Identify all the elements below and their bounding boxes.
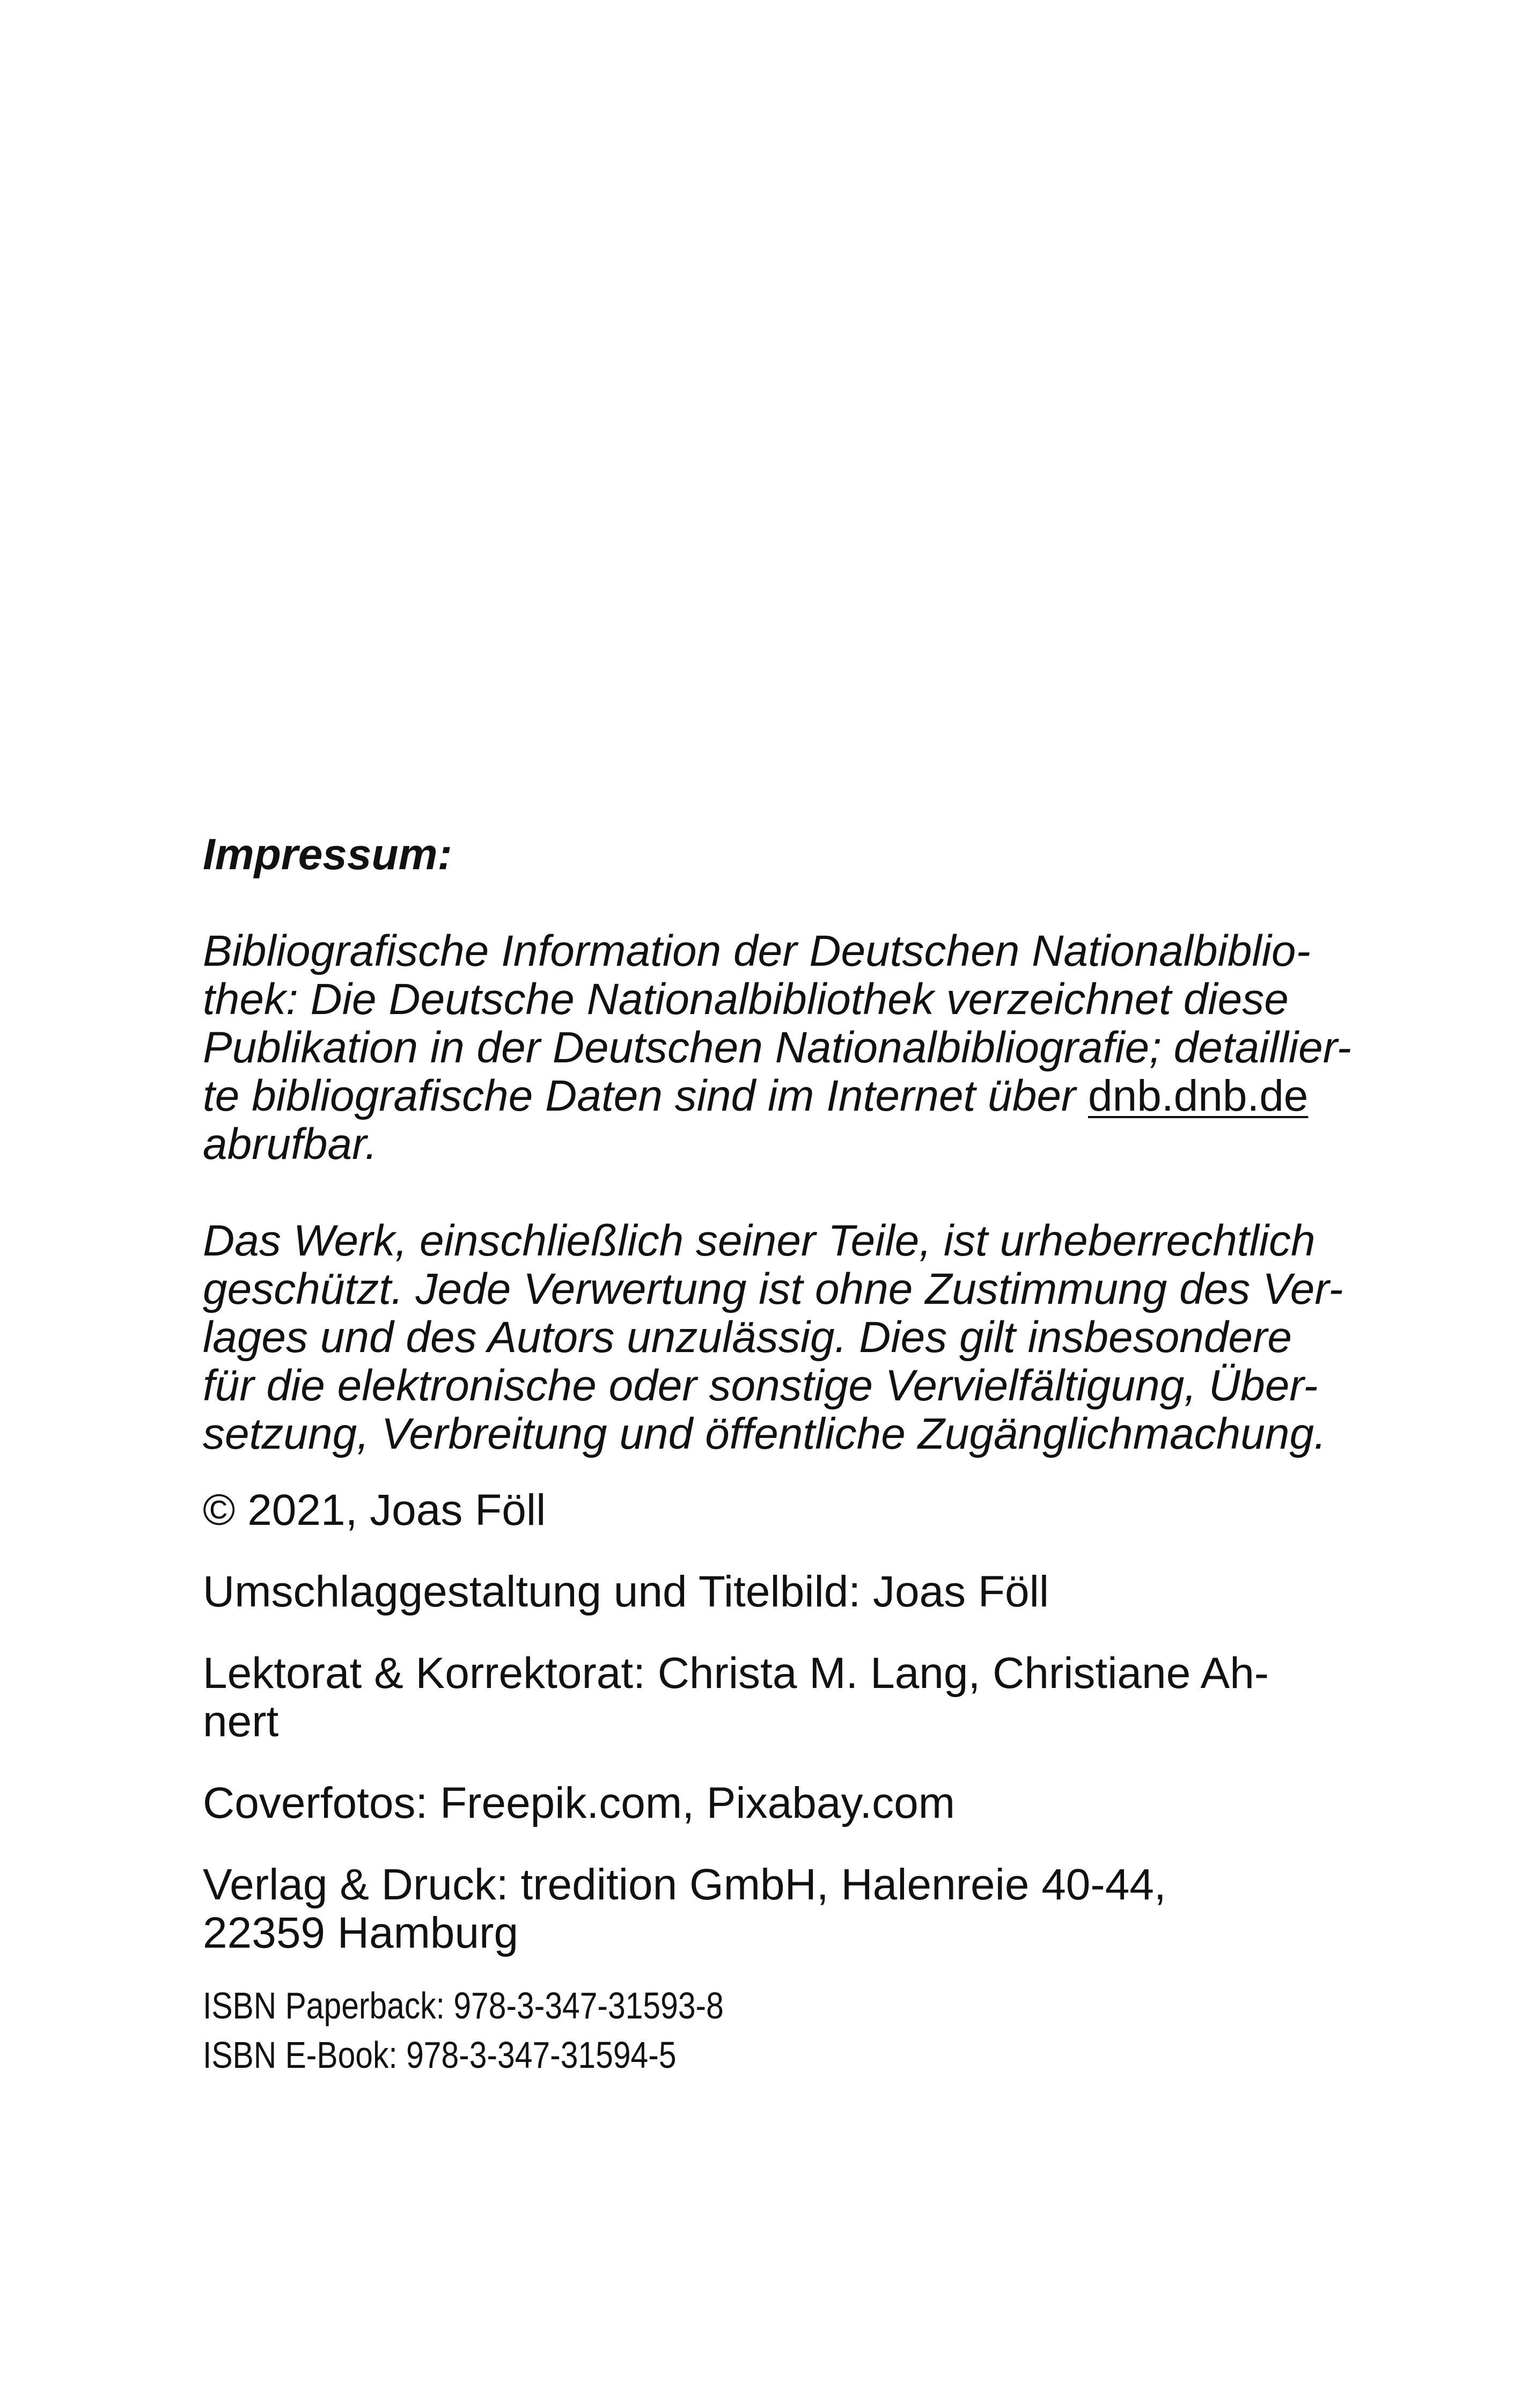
impressum-page xyxy=(203,830,1351,2080)
copyright-notice-paragraph xyxy=(203,1216,1343,1458)
editing-credit-line-2: nert xyxy=(203,1697,279,1746)
cover-photos-credit: Coverfotos: Freepik.com, Pixabay.com xyxy=(203,1779,956,1827)
rights-line-4: für die elektronische oder sonstige Vervielfältigung, Über- xyxy=(203,1361,1318,1410)
isbn-ebook: ISBN E-Book: 978-3-347-31594-5 xyxy=(203,2034,677,2076)
editing-credit-line-1: Lektorat & Korrektorat: Christa M. Lang, Christiane Ah- xyxy=(203,1649,1269,1698)
cover-design-credit: Umschlaggestaltung und Titelbild: Joas Föll xyxy=(203,1567,1049,1616)
copyright-line: © 2021, Joas Föll xyxy=(203,1486,546,1535)
bib-info-line-5: abrufbar. xyxy=(203,1120,378,1169)
rights-line-2: geschützt. Jede Verwertung ist ohne Zustimmung des Ver- xyxy=(203,1265,1343,1313)
publisher-line-1: Verlag & Druck: tredition GmbH, Halenreie 40-44, xyxy=(203,1860,1166,1909)
publisher-info xyxy=(203,1861,1329,1957)
dnb-link[interactable]: dnb.dnb.de xyxy=(1088,1071,1309,1120)
bib-info-line-4 xyxy=(203,1072,1329,1120)
editing-credit xyxy=(203,1649,1329,1746)
bib-info-line-1: Bibliografische Information der Deutschen Nationalbiblio- xyxy=(203,927,1311,975)
bibliographic-info-paragraph xyxy=(203,927,1351,1169)
publisher-line-2: 22359 Hamburg xyxy=(203,1908,519,1957)
bib-info-line-4-text: te bibliografische Daten sind im Internet über xyxy=(203,1071,1089,1120)
rights-line-1: Das Werk, einschließlich seiner Teile, ist urheberrechtlich xyxy=(203,1216,1316,1265)
isbn-block xyxy=(203,1981,1329,2080)
rights-line-3: lages und des Autors unzulässig. Dies gilt insbesondere xyxy=(203,1313,1292,1362)
bib-info-line-2: thek: Die Deutsche Nationalbibliothek verzeichnet diese xyxy=(203,975,1289,1024)
bib-info-line-3: Publikation in der Deutschen Nationalbibliografie; detaillier- xyxy=(203,1023,1351,1072)
rights-line-5: setzung, Verbreitung und öffentliche Zugänglichmachung. xyxy=(203,1409,1326,1458)
impressum-heading: Impressum: xyxy=(203,830,452,879)
isbn-paperback: ISBN Paperback: 978-3-347-31593-8 xyxy=(203,1985,724,2027)
